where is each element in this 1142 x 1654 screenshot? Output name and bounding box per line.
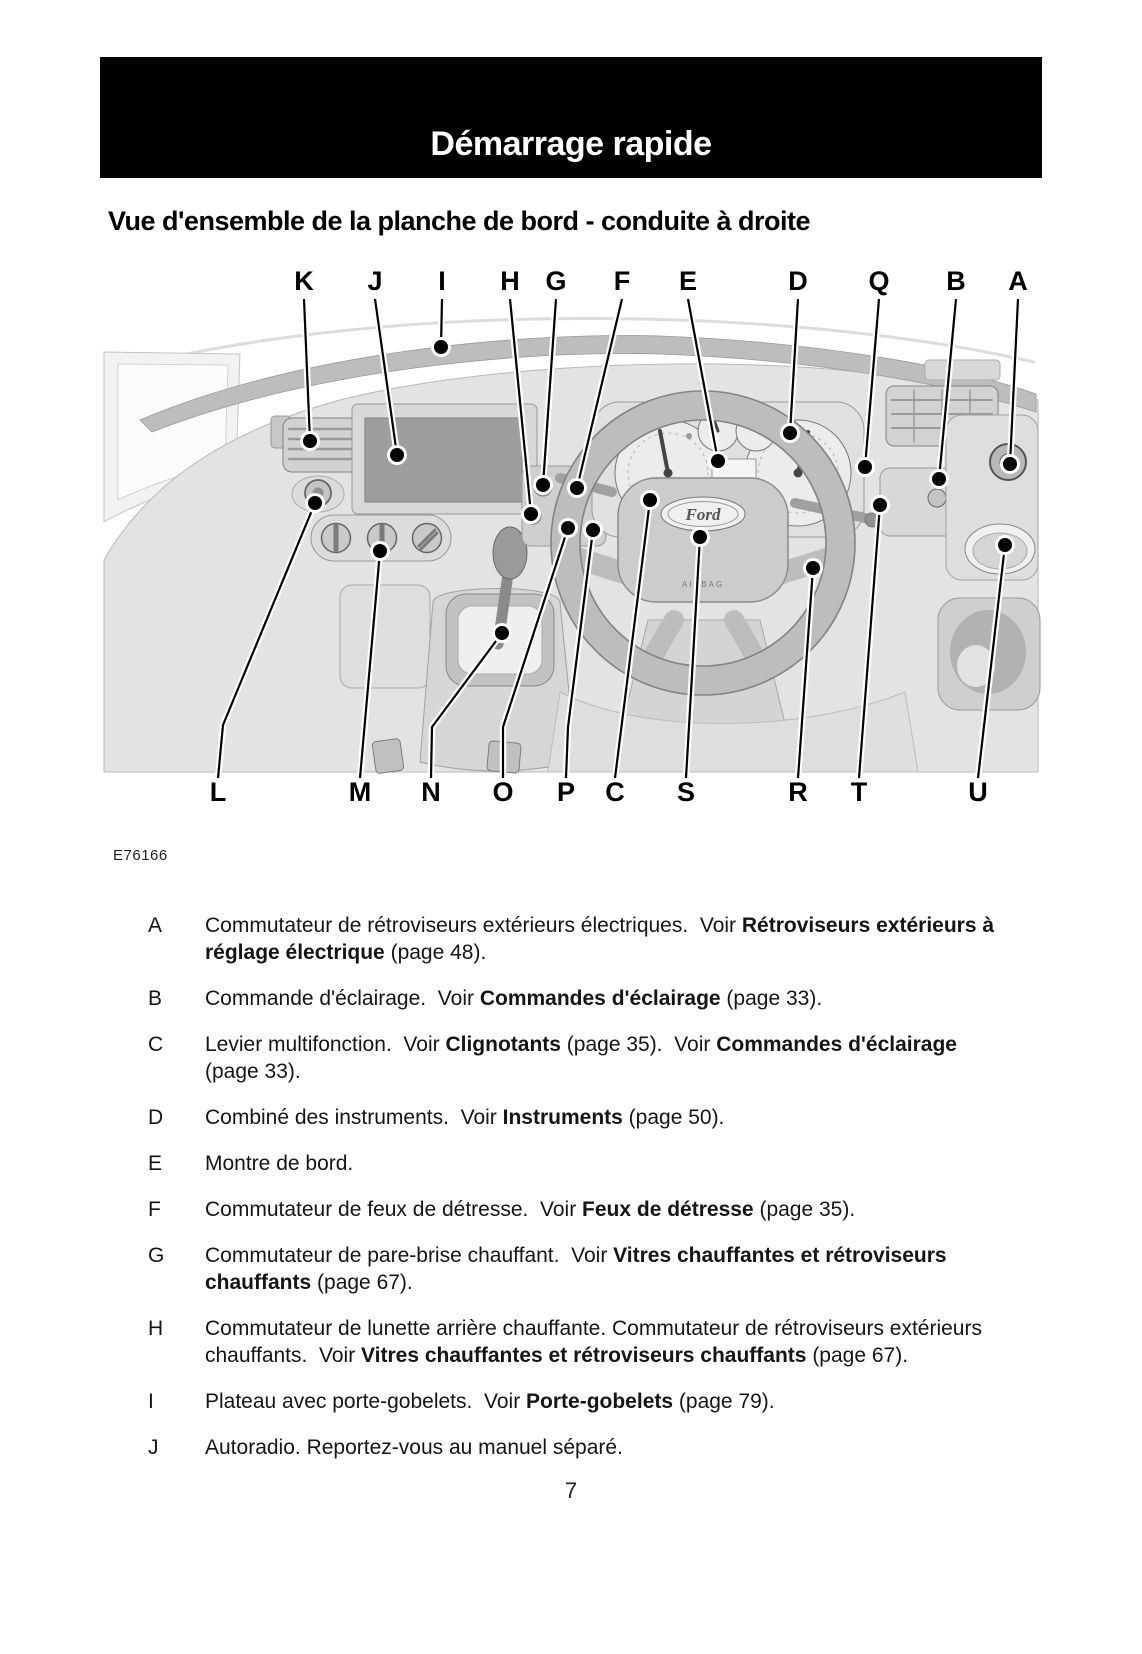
airbag-label: AIRBAG xyxy=(681,580,725,589)
legend-item-C xyxy=(148,1031,1005,1085)
callout-dot-Q xyxy=(858,460,872,474)
callout-letter-U: U xyxy=(968,777,988,807)
callout-dot-I xyxy=(434,340,448,354)
legend-item-letter: H xyxy=(148,1317,164,1340)
callout-dot-G xyxy=(536,478,550,492)
callout-letter-M: M xyxy=(348,777,372,807)
legend-item-letter: B xyxy=(148,987,163,1010)
svg-text:Ford: Ford xyxy=(685,505,721,524)
page-number: 7 xyxy=(564,1478,578,1503)
callout-letter-G: G xyxy=(545,266,567,296)
callout-letter-N: N xyxy=(421,777,441,807)
callout-letter-T: T xyxy=(850,777,868,807)
legend-item-B xyxy=(148,985,1005,1012)
legend-item-J xyxy=(148,1434,1005,1461)
speaker-grille xyxy=(925,360,1000,380)
callout-letter-E: E xyxy=(678,266,698,296)
legend-item-I xyxy=(148,1388,1005,1415)
callout-dot-H xyxy=(524,507,538,521)
callout-letter-D: D xyxy=(788,266,808,296)
dashboard-illustration xyxy=(100,255,1042,815)
radio-unit xyxy=(352,404,537,514)
ford-logo xyxy=(661,497,745,531)
legend-item-letter: I xyxy=(148,1390,154,1413)
callout-letter-H: H xyxy=(500,266,520,296)
legend-item-H xyxy=(148,1315,1005,1369)
figure-dashboard-overview xyxy=(100,255,1042,815)
callout-dot-U xyxy=(998,538,1012,552)
callout-dot-P xyxy=(586,523,600,537)
callout-dot-A xyxy=(1003,457,1017,471)
legend-item-A xyxy=(148,912,1005,966)
legend-item-letter: G xyxy=(148,1244,165,1267)
legend-item-D xyxy=(148,1104,1005,1131)
callout-dot-S xyxy=(693,530,707,544)
right-end-panel xyxy=(946,415,1038,580)
legend-item-text: Plateau avec porte-gobelets. Voir Porte-gobelets (page 79). xyxy=(205,1390,775,1413)
callout-letter-S: S xyxy=(676,777,696,807)
storage-pocket-left xyxy=(340,585,430,688)
callout-dot-C xyxy=(643,493,657,507)
legend-item-text: Autoradio. Reportez-vous au manuel séparé. xyxy=(205,1436,623,1459)
legend-item-G xyxy=(148,1242,1005,1296)
legend-item-letter: A xyxy=(148,914,163,937)
legend xyxy=(148,912,1005,1480)
callout-dot-T xyxy=(873,498,887,512)
legend-item-text: Commutateur de pare-brise chauffant. Voir Vitres chauffantes et rétroviseurs chauffants (page 67). xyxy=(205,1244,953,1294)
callout-letter-L: L xyxy=(209,777,227,807)
callout-letter-F: F xyxy=(613,266,631,296)
legend-item-text: Commande d'éclairage. Voir Commandes d'éclairage (page 33). xyxy=(205,987,823,1010)
legend-item-letter: C xyxy=(148,1033,164,1056)
callout-letter-C: C xyxy=(605,777,625,807)
callout-letter-Q: Q xyxy=(868,266,890,296)
chapter-title: Démarrage rapide xyxy=(430,125,712,163)
callout-dot-F xyxy=(570,481,584,495)
legend-item-text: Montre de bord. xyxy=(205,1152,354,1175)
figure-reference-code: E76166 xyxy=(113,847,168,864)
legend-item-E xyxy=(148,1150,1005,1177)
callout-dot-N xyxy=(495,626,509,640)
legend-item-text: Commutateur de feux de détresse. Voir Feux de détresse (page 35). xyxy=(205,1198,856,1221)
callout-dot-O xyxy=(561,521,575,535)
callout-letter-O: O xyxy=(492,777,514,807)
callout-letter-I: I xyxy=(438,266,446,296)
callout-dot-D xyxy=(783,426,797,440)
callout-letter-P: P xyxy=(556,777,576,807)
callout-letter-K: K xyxy=(294,266,314,296)
section-title: Vue d'ensemble de la planche de bord - conduite à droite xyxy=(108,206,811,236)
callout-dot-K xyxy=(303,434,317,448)
callout-letter-A: A xyxy=(1008,266,1028,296)
callout-letter-R: R xyxy=(788,777,808,807)
legend-item-F xyxy=(148,1196,1005,1223)
legend-item-text: Combiné des instruments. Voir Instruments (page 50). xyxy=(205,1106,725,1129)
legend-item-letter: D xyxy=(148,1106,164,1129)
callout-dot-B xyxy=(932,472,946,486)
legend-item-letter: J xyxy=(148,1436,159,1459)
callout-dot-J xyxy=(390,448,404,462)
callout-dot-E xyxy=(711,454,725,468)
callout-dot-M xyxy=(373,544,387,558)
legend-item-text: Commutateur de lunette arrière chauffante. Commutateur de rétroviseurs extérieurs chauffants. Voir Vitres chauffantes et rétroviseurs chauffants (page 67). xyxy=(205,1317,988,1367)
legend-item-text: Levier multifonction. Voir Clignotants (page 35). Voir Commandes d'éclairage (page 33). xyxy=(205,1033,963,1083)
legend-item-letter: E xyxy=(148,1152,163,1175)
callout-dot-R xyxy=(806,561,820,575)
callout-dot-L xyxy=(308,496,322,510)
legend-item-text: Commutateur de rétroviseurs extérieurs électriques. Voir Rétroviseurs extérieurs à réglage électrique (page 48). xyxy=(205,914,1000,964)
legend-item-letter: F xyxy=(148,1198,161,1221)
callout-letter-B: B xyxy=(946,266,966,296)
callout-letter-J: J xyxy=(367,266,383,296)
chapter-header-bar xyxy=(100,57,1042,178)
